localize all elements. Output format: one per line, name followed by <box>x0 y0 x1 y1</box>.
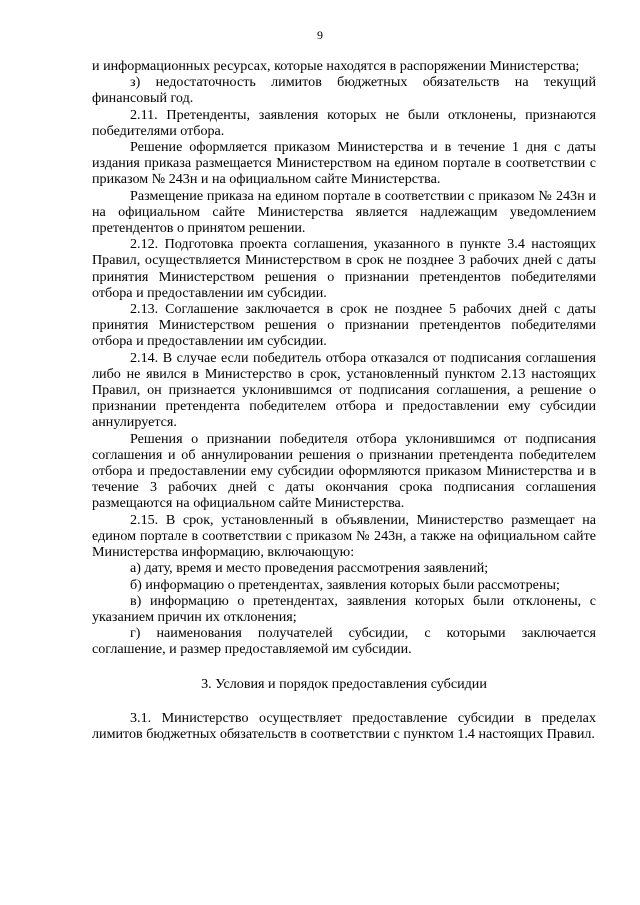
paragraphs-before-heading <box>92 58 596 658</box>
paragraph: 2.13. Соглашение заключается в срок не позднее 5 рабочих дней с даты принятия Министерством решения о признании претендентов победителями отбора и предоставлении им субсидии. <box>92 301 596 350</box>
section-heading: 3. Условия и порядок предоставления субсидии <box>201 675 487 692</box>
paragraph: 2.12. Подготовка проекта соглашения, указанного в пункте 3.4 настоящих Правил, осуществляется Министерством в срок не позднее 3 рабочих дней с даты принятия Министерством решения о признании претендентов победителями отбора и предоставлении им субсидии. <box>92 236 596 301</box>
paragraph: 2.15. В срок, установленный в объявлении, Министерство размещает на едином портале в соответствии с приказом № 243н, а также на официальном сайте Министерства информацию, включающую: <box>92 511 596 561</box>
paragraph: Размещение приказа на едином портале в соответствии с приказом № 243н и на официальном сайте Министерства является надлежащим уведомлением претендентов о принятом решении. <box>92 187 596 237</box>
paragraph: 2.11. Претенденты, заявления которых не были отклонены, признаются победителями отбора. <box>92 106 596 139</box>
paragraph: Решения о признании победителя отбора уклонившимся от подписания соглашения и об аннулировании решения о признании претендента победителем отбора и предоставлении ему субсидии оформляются приказом Министерства и в течение 3 рабочих дней с даты окончания срока подписания соглашения размещаются на официальном сайте Министерства. <box>92 430 596 512</box>
paragraph: и информационных ресурсах, которые находятся в распоряжении Министерства; <box>92 58 580 74</box>
paragraph: а) дату, время и место проведения рассмотрения заявлений; <box>130 560 489 577</box>
paragraph: г) наименования получателей субсидии, с которыми заключается соглашение, и размер предоставляемой им субсидии. <box>92 625 596 658</box>
paragraph: 2.14. В случае если победитель отбора отказался от подписания соглашения либо не явился в Министерство в срок, установленный пунктом 2.13 настоящих Правил, он признается уклонившимся от подписания соглашения, а решение о признании претендента победителем отбора и предоставлении ему субсидии аннулируется. <box>92 349 596 431</box>
paragraph: з) недостаточность лимитов бюджетных обязательств на текущий финансовый год. <box>92 74 596 107</box>
paragraph: в) информацию о претендентах, заявления которых были отклонены, с указанием причин их отклонения; <box>92 592 596 625</box>
paragraph: 3.1. Министерство осуществляет предоставление субсидии в пределах лимитов бюджетных обязательств в соответствии с пунктом 1.4 настоящих Правил. <box>92 709 596 742</box>
page-number: 9 <box>317 28 323 42</box>
paragraph: Решение оформляется приказом Министерства и в течение 1 дня с даты издания приказа размещается Министерством на едином портале в соответствии с приказом № 243н и на официальном сайте Министерства. <box>92 139 596 188</box>
paragraphs-after-heading <box>92 710 596 742</box>
paragraph: б) информацию о претендентах, заявления которых были рассмотрены; <box>130 576 560 593</box>
